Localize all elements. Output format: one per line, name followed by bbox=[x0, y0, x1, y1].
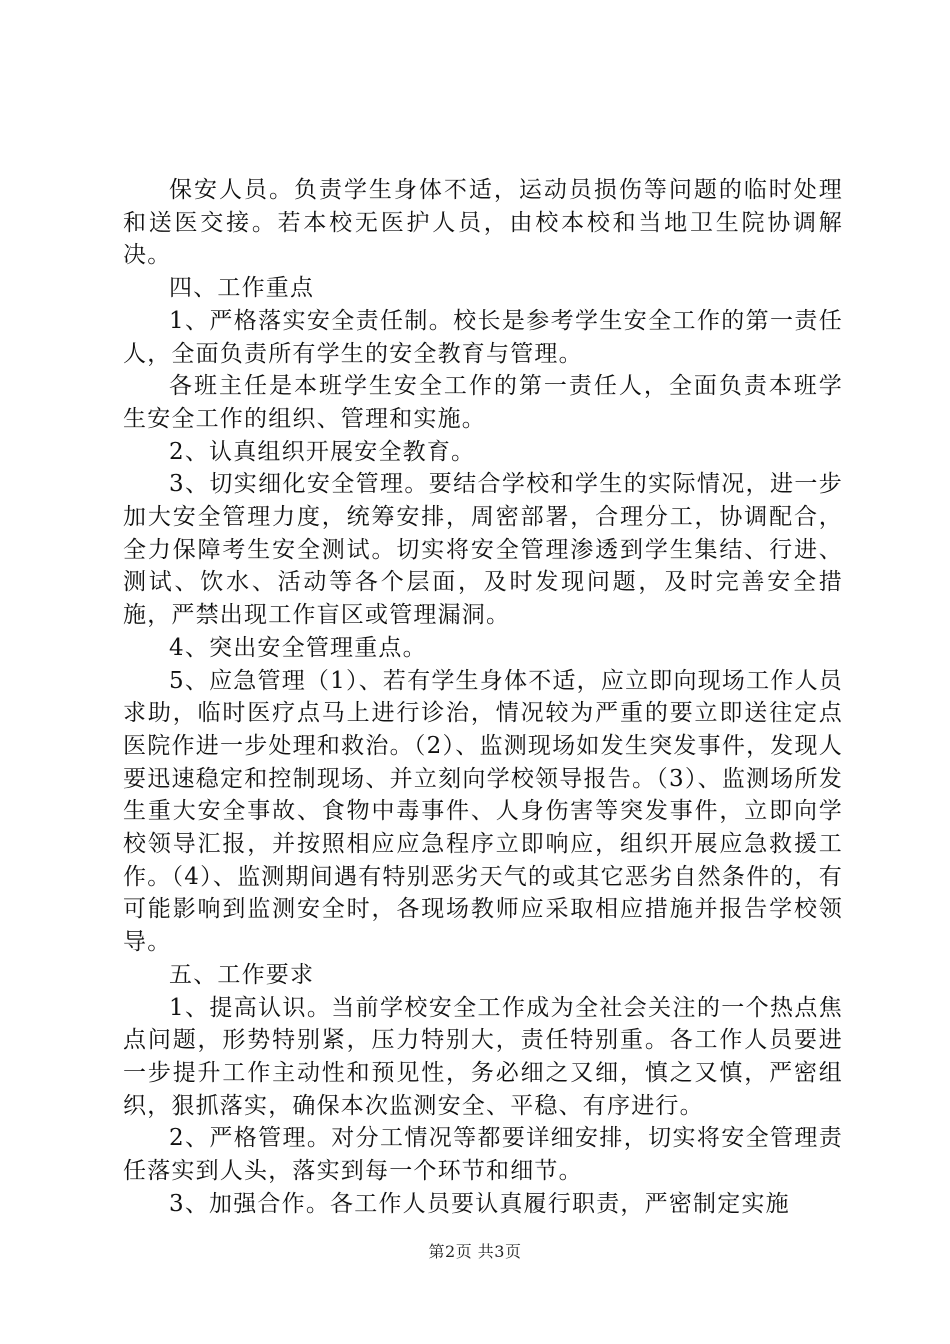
paragraph-key-points: 4、突出安全管理重点。 bbox=[169, 634, 427, 661]
paragraph-strengthen-cooperation: 3、加强合作。各工作人员要认真履行职责，严密制定实施 bbox=[169, 1190, 790, 1217]
paragraph-security-staff: 保安人员。负责学生身体不适，运动员损伤等问题的临时处理和送医交接。若本校无医护人员，由校本校和当地卫生院协调解决。 bbox=[123, 177, 843, 269]
paragraph-responsibility-system: 1、严格落实安全责任制。校长是参考学生安全工作的第一责任人，全面负责所有学生的安全教育与管理。 bbox=[123, 307, 843, 367]
paragraph-emergency-management: 5、应急管理（1）、若有学生身体不适，应立即向现场工作人员求助，临时医疗点马上进行诊治，情况较为严重的要立即送往定点医院作进一步处理和救治。（2）、监测现场如发生突发事件，发现人要迅速稳定和控制现场、并立刻向学校领导报告。（3）、监测场所发生重大安全事故、食物中毒事件、人身伤害等突发事件，立即向学校领导汇报，并按照相应应急程序立即响应，组织开展应急救援工作。（4）、监测期间遇有特别恶劣天气的或其它恶劣自然条件的，有可能影响到监测安全时，各现场教师应采取相应措施并报告学校领导。 bbox=[123, 667, 843, 956]
page-number-footer: 第2页 共3页 bbox=[428, 1242, 522, 1261]
paragraph-safety-education: 2、认真组织开展安全教育。 bbox=[169, 438, 476, 465]
paragraph-safety-management: 3、切实细化安全管理。要结合学校和学生的实际情况，进一步加大安全管理力度，统筹安排，周密部署，合理分工，协调配合，全力保障考生安全测试。切实将安全管理渗透到学生集结、行进、测试、饮水、活动等各个层面，及时发现问题，及时完善安全措施，严禁出现工作盲区或管理漏洞。 bbox=[123, 471, 843, 629]
paragraph-class-teacher-duty: 各班主任是本班学生安全工作的第一责任人，全面负责本班学生安全工作的组织、管理和实施。 bbox=[123, 373, 843, 432]
paragraph-raise-awareness: 1、提高认识。当前学校安全工作成为全社会关注的一个热点焦点问题，形势特别紧，压力特别大，责任特别重。各工作人员要进一步提升工作主动性和预见性，务必细之又细，慎之又慎，严密组织，狠抓落实，确保本次监测安全、平稳、有序进行。 bbox=[123, 994, 843, 1119]
section-heading-work-requirements: 五、工作要求 bbox=[169, 961, 315, 988]
document-body bbox=[123, 174, 843, 1221]
paragraph-strict-management: 2、严格管理。对分工情况等都要详细安排，切实将安全管理责任落实到人头，落实到每一个环节和细节。 bbox=[123, 1125, 843, 1185]
section-heading-work-focus: 四、工作重点 bbox=[169, 275, 315, 302]
